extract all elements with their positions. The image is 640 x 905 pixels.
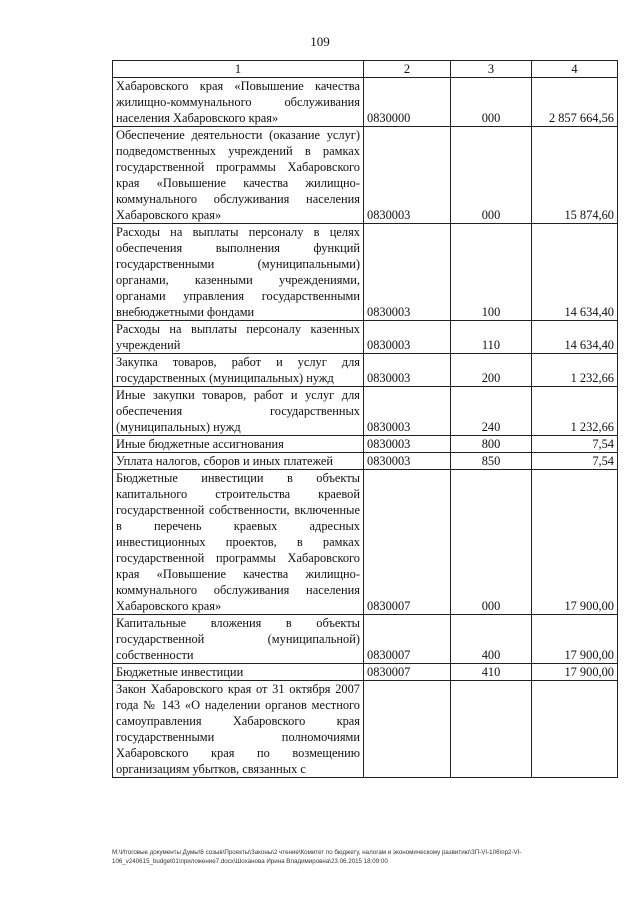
row-name: Закон Хабаровского края от 31 октября 2007 года № 143 «О наделении органов местного самоуправления Хабаровского края государственными полномочиями Хабаровского края по возмещению организациям убытков, связанных с (113, 681, 364, 778)
row-name: Иные закупки товаров, работ и услуг для обеспечения государственных (муниципальных) нужд (113, 387, 364, 436)
row-kind: 000 (451, 127, 532, 224)
row-amount: 7,54 (532, 453, 618, 470)
table-row (113, 387, 618, 436)
row-amount: 14 634,40 (532, 321, 618, 354)
row-code: 0830007 (364, 615, 451, 664)
row-code: 0830003 (364, 453, 451, 470)
row-name: Обеспечение деятельности (оказание услуг) подведомственных учреждений в рамках государственной программы Хабаровского края «Повышение качества жилищно-коммунального обслуживания населения Хабаровского края» (113, 127, 364, 224)
row-kind: 000 (451, 78, 532, 127)
table-row (113, 615, 618, 664)
row-kind: 850 (451, 453, 532, 470)
row-kind: 800 (451, 436, 532, 453)
table-row (113, 681, 618, 778)
table-row (113, 321, 618, 354)
row-code: 0830007 (364, 664, 451, 681)
row-kind: 200 (451, 354, 532, 387)
row-name: Расходы на выплаты персоналу казенных учреждений (113, 321, 364, 354)
row-name: Расходы на выплаты персоналу в целях обеспечения выполнения функций государственными (муниципальными) органами, казенными учреждениями, органами управления государственными внебюджетными фондами (113, 224, 364, 321)
row-amount: 17 900,00 (532, 615, 618, 664)
row-code: 0830003 (364, 354, 451, 387)
row-code: 0830000 (364, 78, 451, 127)
row-amount: 1 232,66 (532, 354, 618, 387)
row-amount: 7,54 (532, 436, 618, 453)
table-row (113, 354, 618, 387)
footer-path-line: 106_v240615_budget01\приложение7.docx\Шоханова Ирина Владимировна\23.06.2015 18:09:00 (112, 858, 388, 865)
row-code (364, 681, 451, 778)
row-kind: 240 (451, 387, 532, 436)
row-name: Капитальные вложения в объекты государственной (муниципальной) собственности (113, 615, 364, 664)
row-amount: 1 232,66 (532, 387, 618, 436)
table-row (113, 436, 618, 453)
table-row (113, 453, 618, 470)
row-kind: 410 (451, 664, 532, 681)
table-row (113, 78, 618, 127)
page-number: 109 (310, 34, 330, 49)
row-name: Бюджетные инвестиции в объекты капитального строительства краевой государственной собственности, включенные в перечень краевых адресных инвестиционных проектов, в рамках государственной программы Хабаровского края «Повышение качества жилищно-коммунального обслуживания населения Хабаровского края» (113, 470, 364, 615)
row-kind: 400 (451, 615, 532, 664)
table-row (113, 224, 618, 321)
table-row (113, 127, 618, 224)
row-kind: 100 (451, 224, 532, 321)
budget-table (112, 60, 618, 778)
row-name: Хабаровского края «Повышение качества жилищно-коммунального обслуживания населения Хабаровского края» (113, 78, 364, 127)
column-header-code: 2 (364, 61, 451, 78)
row-amount: 17 900,00 (532, 470, 618, 615)
row-kind: 000 (451, 470, 532, 615)
row-amount: 17 900,00 (532, 664, 618, 681)
row-code: 0830003 (364, 224, 451, 321)
row-kind: 110 (451, 321, 532, 354)
row-name: Уплата налогов, сборов и иных платежей (113, 453, 364, 470)
row-code: 0830003 (364, 387, 451, 436)
row-code: 0830007 (364, 470, 451, 615)
column-header-kind: 3 (451, 61, 532, 78)
row-amount (532, 681, 618, 778)
document-footer (112, 848, 612, 866)
row-code: 0830003 (364, 436, 451, 453)
row-name: Закупка товаров, работ и услуг для государственных (муниципальных) нужд (113, 354, 364, 387)
table-row (113, 470, 618, 615)
row-code: 0830003 (364, 321, 451, 354)
row-name: Бюджетные инвестиции (113, 664, 364, 681)
row-code: 0830003 (364, 127, 451, 224)
row-amount: 2 857 664,56 (532, 78, 618, 127)
table-header-row (113, 61, 618, 78)
row-amount: 15 874,60 (532, 127, 618, 224)
row-kind (451, 681, 532, 778)
column-header-name: 1 (113, 61, 364, 78)
row-amount: 14 634,40 (532, 224, 618, 321)
row-name: Иные бюджетные ассигнования (113, 436, 364, 453)
footer-path-line: М:\Итоговые документы Думы\6 созыв\Проекты\Законы\2 чтение\Комитет по бюджету, налогам и экономическому развитию\ЗП-VI-106\пр2-VI- (112, 849, 522, 856)
table-row (113, 664, 618, 681)
column-header-amount: 4 (532, 61, 618, 78)
